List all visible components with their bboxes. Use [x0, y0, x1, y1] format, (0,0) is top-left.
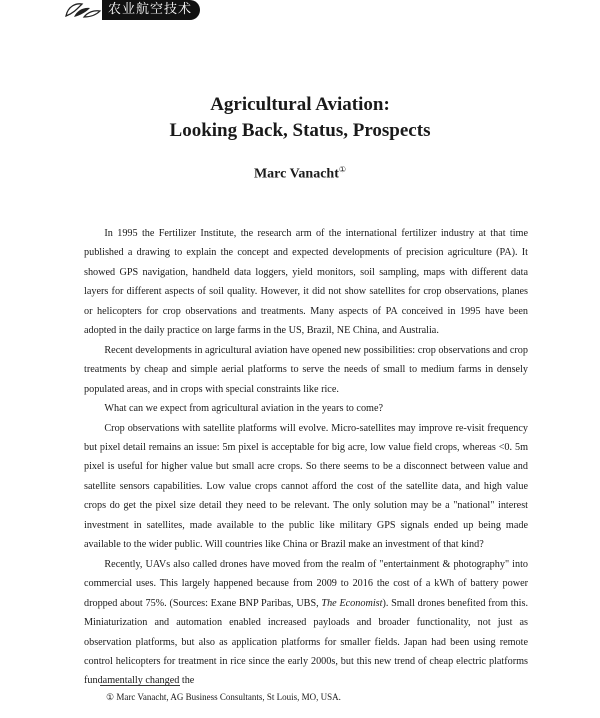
author-footnote-mark: ①	[338, 165, 347, 174]
paper-title-line-1: Agricultural Aviation:	[210, 94, 390, 115]
body-paragraph-2: Recent developments in agricultural aviation have opened new possibilities: crop observations and crop treatments by cheap and simple aerial platforms to serve the needs of small to medium farms in densely populated areas, and in crops with special constraints like rice.	[84, 344, 528, 395]
footnote: ① Marc Vanacht, AG Business Consultants, St Louis, MO, USA.	[106, 692, 341, 702]
paragraph-5-italic-source: The Economist	[321, 597, 383, 609]
body-paragraph-1: In 1995 the Fertilizer Institute, the research arm of the international fertilizer industry at that time published a drawing to explain the concept and expected developments of precision agriculture (PA). It showed GPS navigation, handheld data loggers, yield monitors, soil sampling, maps with different data layers for different aspects of soil quality. However, it did not show satellites for crop observations, planes or helicopters for crop observations and treatments. Many aspects of PA conceived in 1995 have been adopted in the daily practice on large farms in the US, Brazil, NE China, and Australia.	[84, 228, 528, 337]
paper-title-line-2: Looking Back, Status, Prospects	[169, 120, 431, 141]
body-paragraph-4: Crop observations with satellite platforms will evolve. Micro-satellites may improve re-visit frequency but pixel detail remains an issue: 5m pixel is acceptable for big acre, low value field crops, whereas <0. 5m pixel is useful for higher value but small acre crops. So there seems to be a disconnect between value and satellite sensors capabilities. Low value crops cannot afford the cost of the satellite data, and high value crops do get the pixel size detail they need to be relevant. The only solution may be a "national" interest investment in satellites, made available to the public like military GPS signals ended up being made available to the wider public. Will countries like China or Brazil make an investment of that kind?	[84, 422, 528, 551]
body-paragraph-3: What can we expect from agricultural aviation in the years to come?	[104, 403, 384, 415]
article-body	[84, 224, 528, 691]
body-paragraph-5	[84, 555, 528, 691]
paragraph-5-text-b: ). Small drones benefited from this. Miniaturization and automation enabled increased payloads and broader functionality, not just as observation platforms, but also as application platforms for smaller fields. Japan had been using remote control helicopters for treatment in rice since the early 2000s, but this new trend of cheap electric platforms fundamentally changed the	[84, 597, 528, 687]
section-label: 农业航空技术	[102, 0, 200, 20]
paragraph-5-text-a: Recently, UAVs also called drones have moved from the realm of "entertainment & photography" into commercial uses. This largely happened because from 2009 to 2016 the cost of a kWh of battery power dropped about 75%. (Sources: Exane BNP Paribas, UBS,	[84, 558, 528, 609]
leaf-logo-icon	[62, 0, 102, 20]
footnote-divider	[100, 685, 180, 686]
author-line	[0, 165, 600, 183]
section-header-badge	[62, 0, 200, 20]
author-name: Marc Vanacht	[253, 166, 339, 182]
